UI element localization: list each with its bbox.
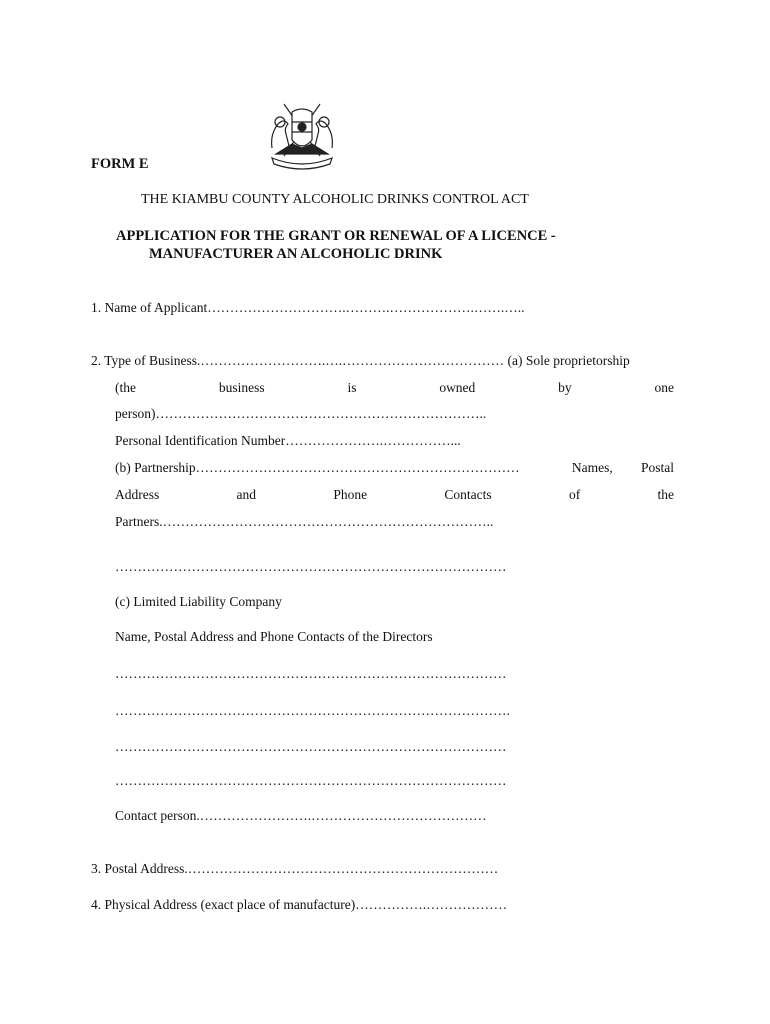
physical-address-field[interactable]: 4. Physical Address (exact place of manufacture)…………….……………… [91,897,508,912]
word: owned [439,380,476,395]
sole-proprietor-person-field[interactable]: person)……………………………………………………………….. [115,406,487,421]
word: Address [115,487,160,502]
partnership-description [115,487,674,503]
name-of-applicant-field[interactable]: 1. Name of Applicant………………………….……….……………….…….….. [91,300,525,315]
word: is [347,380,357,395]
limited-liability-company-label: (c) Limited Liability Company [115,594,282,609]
director-line[interactable]: …………………………………………………………………………… [115,666,507,681]
personal-identification-number-field[interactable]: Personal Identification Number………………….……………... [115,433,461,448]
partners-field[interactable]: Partners.……………………………………………………………….. [115,514,494,529]
partners-extra-line[interactable]: …………………………………………………………………………… [115,559,507,574]
type-of-business-field[interactable]: 2. Type of Business.……………………….….……………………………… (a) Sole proprietorship [91,353,630,368]
postal-address-field[interactable]: 3. Postal Address.…………………………………………………………… [91,861,499,876]
word: one [654,380,674,395]
sole-proprietorship-description [115,380,674,396]
director-line[interactable]: …………………………………………………………………………… [115,773,507,788]
kenya-coat-of-arms-icon [262,98,342,172]
act-title: THE KIAMBU COUNTY ALCOHOLIC DRINKS CONTROL ACT [141,192,529,207]
word: and [236,487,257,502]
directors-label: Name, Postal Address and Phone Contacts of the Directors [115,629,433,644]
word: Names, [571,460,613,475]
director-line[interactable]: …………………………………………………………………………… [115,739,507,754]
word: of [568,487,581,502]
word: by [558,380,572,395]
director-line[interactable]: ……………………………………………………………………………. [115,703,510,718]
word: Contacts [444,487,492,502]
word: Phone [333,487,368,502]
application-title-line2: MANUFACTURER AN ALCOHOLIC DRINK [149,246,443,262]
word: Postal [640,460,674,475]
contact-person-field[interactable]: Contact person.…………………….………………………………… [115,808,487,823]
form-label: FORM E [91,156,149,172]
word: business [218,380,265,395]
application-title-line1: APPLICATION FOR THE GRANT OR RENEWAL OF A LICENCE - [116,228,556,244]
partnership-label: (b) Partnership……………………………………………………………… [115,460,520,475]
word: the [657,487,674,502]
word: (the [115,380,136,395]
partnership-field[interactable] [115,460,674,476]
